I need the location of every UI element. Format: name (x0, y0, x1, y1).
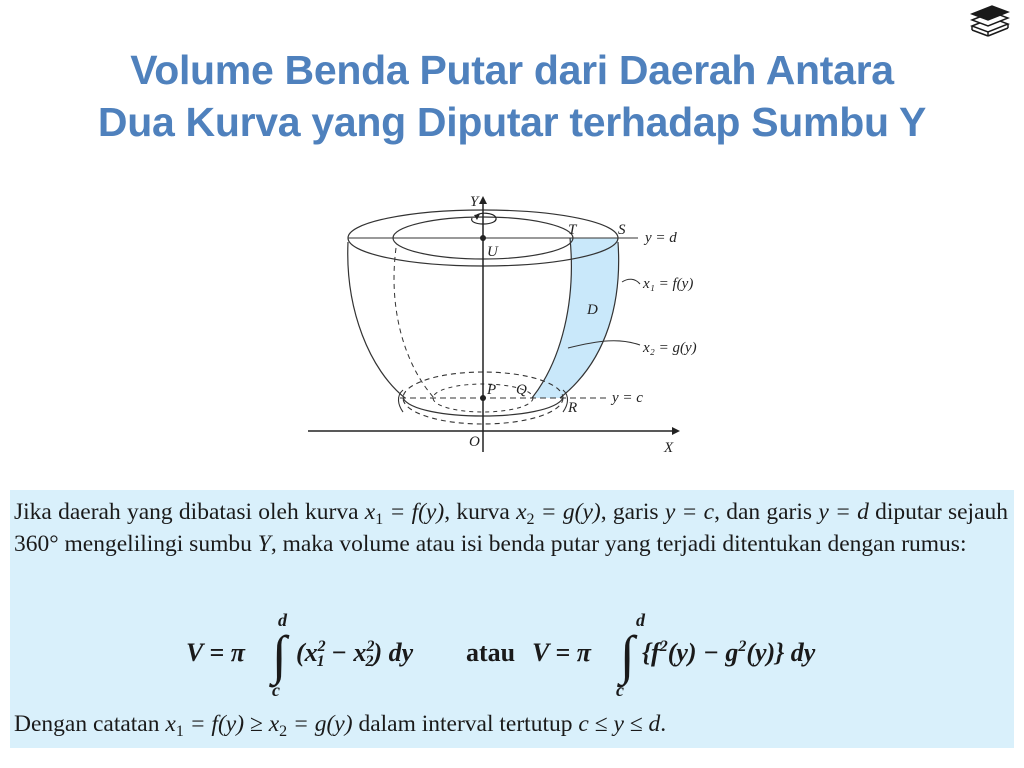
formula-right-lower: c (616, 680, 624, 700)
title-line-1: Volume Benda Putar dari Daerah Antara (130, 47, 894, 93)
label-x-axis: X (664, 440, 674, 456)
label-origin: O (469, 434, 480, 450)
label-r: R (568, 400, 578, 416)
label-s: S (618, 222, 626, 238)
formula-right-body: $\{f^2(y) - g^2(y)\}$ dy (642, 638, 816, 667)
label-t: T (568, 222, 577, 238)
region-d (532, 238, 619, 398)
formula-right-upper: d (636, 610, 645, 630)
label-curve-f: x₁ = f(y) (643, 276, 694, 292)
outer-wall-left (348, 242, 405, 398)
label-curve-g: x₂ = g(y) (643, 340, 697, 356)
intro-paragraph: Jika daerah yang dibatasi oleh kurva $x_1 = f(y)$, kurva $x_2 = g(y)$, garis y = c, dan garis y = d diputar sejauh 360° mengelilingi sumbu Y, maka volume atau isi benda putar yang terjadi ditentukan dengan rumus: (14, 499, 1009, 557)
note-paragraph: Dengan catatan $x_1 = f(y) \ge x_2 = g(y)$ dalam interval tertutup c ≤ y ≤ d. (14, 711, 667, 740)
solid-of-revolution-diagram (300, 190, 740, 460)
formula-atau: atau (466, 638, 516, 667)
label-y-equals-d: y = d (645, 230, 677, 246)
label-p: P (487, 382, 497, 398)
integral-icon: ∫ (620, 625, 635, 685)
label-q: Q (516, 382, 527, 398)
label-d: D (587, 302, 598, 318)
title-line-2: Dua Kurva yang Diputar terhadap Sumbu Y (97, 99, 927, 145)
label-y-equals-c: y = c (612, 390, 643, 406)
formula-left-lower: c (272, 680, 280, 700)
inner-wall-left (394, 248, 434, 398)
label-u: U (487, 244, 498, 260)
label-y-axis: Y (470, 194, 479, 210)
formula-left-start: V = π (186, 638, 245, 667)
page-title (0, 44, 1024, 148)
formula-left-body: $(x^2_1 - x^2_2)$ dy (296, 638, 414, 670)
integral-icon: ∫ (272, 625, 287, 685)
stacked-books-icon (970, 4, 1010, 38)
formula-left-upper: d (278, 610, 287, 630)
content-box (10, 490, 1014, 748)
formula-right-start: V = π (532, 638, 591, 667)
volume-formula (10, 610, 1014, 700)
